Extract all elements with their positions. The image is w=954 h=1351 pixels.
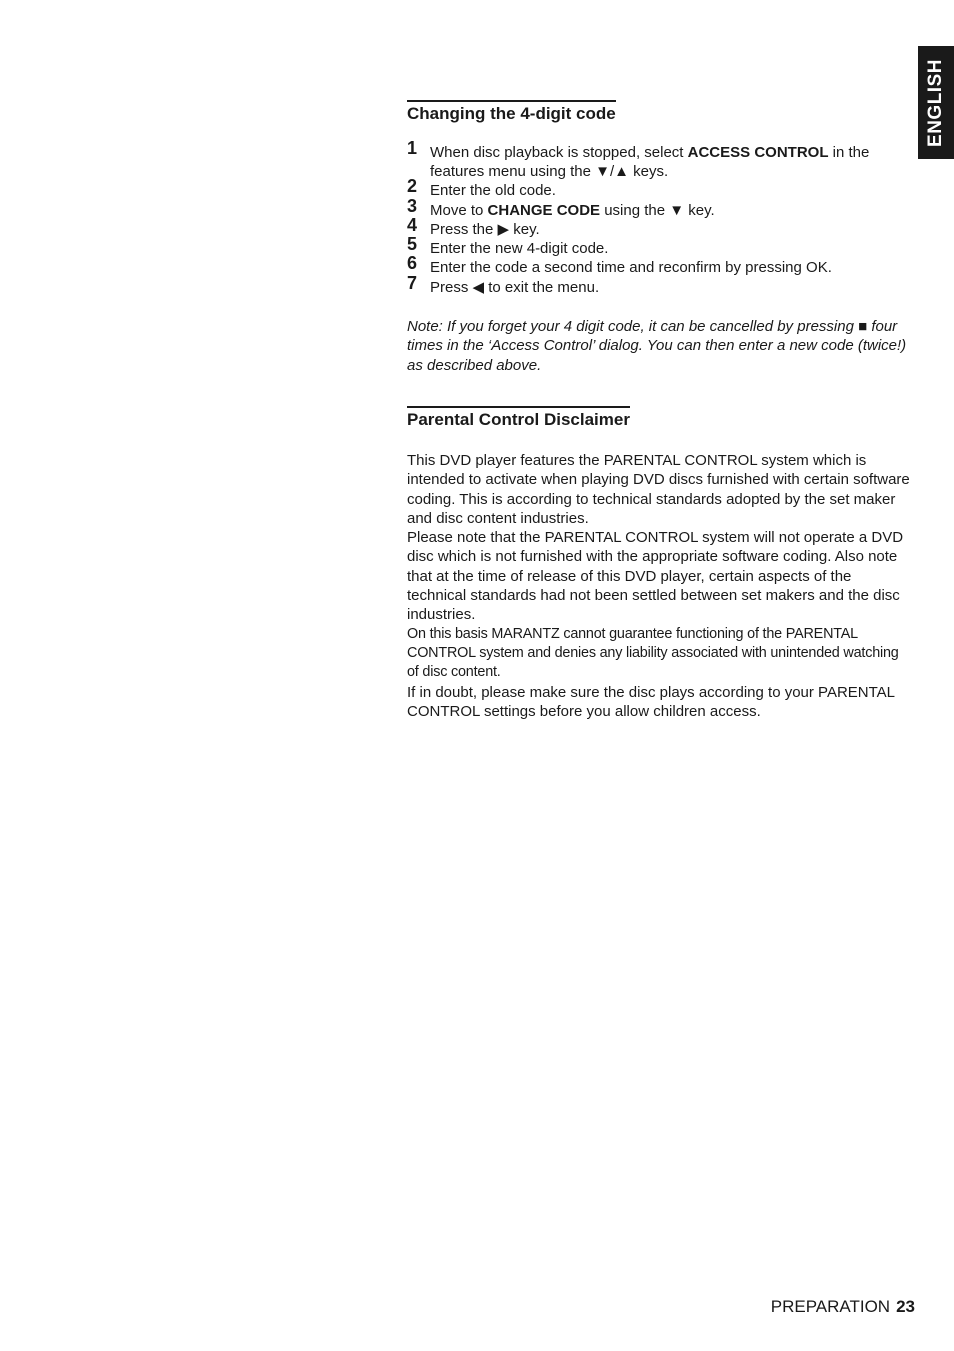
disclaimer-section bbox=[407, 406, 912, 721]
note-text: Note: If you forget your 4 digit code, it can be cancelled by pressing ■ four times in the ‘Access Control’ dialog. You can then enter a new code (twice!) as described above. bbox=[407, 317, 907, 374]
step-item bbox=[407, 272, 912, 297]
disclaimer-paragraph: This DVD player features the PARENTAL CONTROL system which is intended to activate when playing DVD discs furnished with certain software coding. This is according to technical standards adopted by the set maker and disc content industries. bbox=[407, 452, 910, 527]
disclaimer-paragraph: Please note that the PARENTAL CONTROL system will not operate a DVD disc which is not furnished with the appropriate software coding. Also note that at the time of release of this DVD player, certain aspects of the technical standards had not been settled between set makers and the disc industries. bbox=[407, 529, 904, 624]
section-title-change-code: Changing the 4-digit code bbox=[407, 100, 616, 124]
step-number: 6 bbox=[407, 253, 418, 274]
section-title-disclaimer: Parental Control Disclaimer bbox=[407, 406, 630, 430]
disclaimer-body bbox=[407, 451, 912, 721]
step-item bbox=[407, 195, 912, 220]
steps-list bbox=[407, 138, 912, 297]
page-footer bbox=[771, 1297, 915, 1317]
step-item bbox=[407, 253, 912, 277]
main-content bbox=[407, 100, 912, 721]
language-tab-label: ENGLISH bbox=[925, 58, 946, 147]
step-number: 1 bbox=[407, 138, 418, 158]
step-text: Press the ▶ key. bbox=[430, 220, 540, 238]
disclaimer-paragraph: If in doubt, please make sure the disc plays according to your PARENTAL CONTROL settings before you allow children access. bbox=[407, 683, 895, 720]
step-text: Press ◀ to exit the menu. bbox=[430, 278, 600, 296]
step-item bbox=[407, 138, 912, 181]
disclaimer-paragraph: On this basis MARANTZ cannot guarantee functioning of the PARENTAL CONTROL system and denies any liability associated with unintended watching of disc content. bbox=[407, 625, 899, 681]
step-number: 2 bbox=[407, 176, 418, 197]
step-number: 5 bbox=[407, 234, 418, 255]
step-item bbox=[407, 234, 912, 258]
footer-section-label: PREPARATION bbox=[770, 1297, 891, 1316]
step-number: 3 bbox=[407, 195, 418, 216]
step-text: Enter the code a second time and reconfirm by pressing OK. bbox=[430, 259, 832, 277]
step-text: Move to CHANGE CODE using the ▼ key. bbox=[430, 201, 715, 219]
step-number: 7 bbox=[407, 272, 418, 293]
page-number: 23 bbox=[896, 1297, 915, 1316]
step-item bbox=[407, 176, 912, 200]
step-text: When disc playback is stopped, select ACCESS CONTROL in the features menu using the ▼/▲ keys. bbox=[430, 144, 870, 180]
step-text: Enter the new 4-digit code. bbox=[430, 240, 609, 258]
step-number: 4 bbox=[407, 214, 418, 235]
step-item bbox=[407, 214, 912, 239]
language-tab bbox=[918, 46, 954, 159]
step-text: Enter the old code. bbox=[430, 182, 556, 200]
